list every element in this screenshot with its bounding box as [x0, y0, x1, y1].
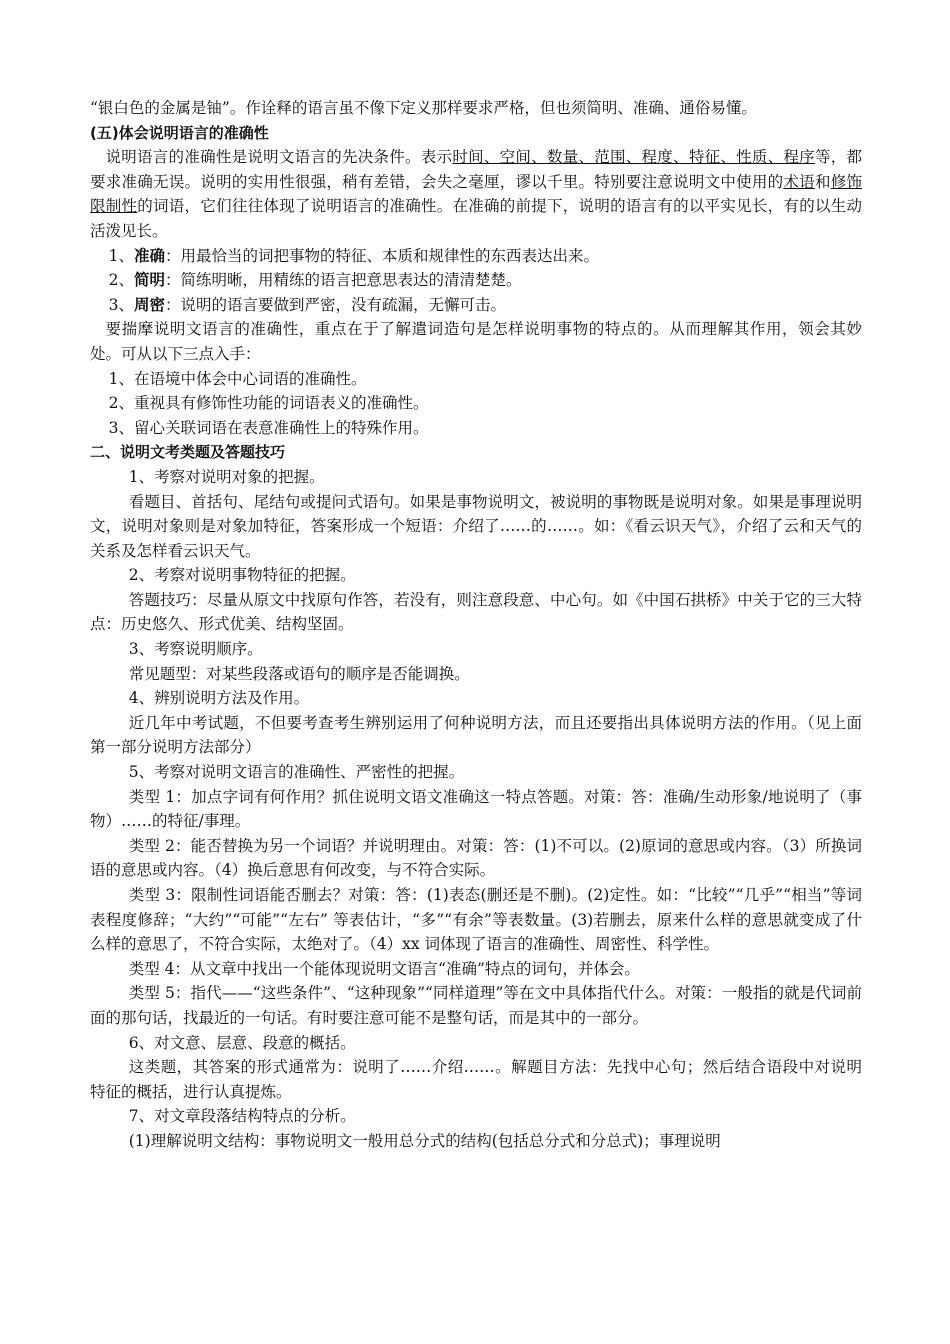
topic-3: 3、考察说明顺序。 [128, 640, 263, 659]
list-item-accurate [90, 244, 862, 269]
type-3: 类型 3：限制性词语能否删去？对策：答：(1)表态(删还是不删)。(2)定性。如：“比较”“几乎”“相当”等词表程度修辞；“大约”“可能”“左右” 等表估计，“多”“有余”等表数量。(3)若删去，原来什么样的意思就变成了什么样的意思了，不符合实际，太绝对了。（4）xx 词体现了语言的准确性、周密性、科学性。 [90, 886, 862, 954]
list-term: 准确 [133, 245, 165, 265]
topic-6: 6、对文意、层意、段意的概括。 [128, 1033, 356, 1052]
section-heading-two: 二、说明文考类题及答题技巧 [90, 443, 286, 462]
list-item-concise [90, 268, 862, 293]
topic-6-body: 这类题，其答案的形式通常为：说明了……介绍……。解题目方法：先找中心句；然后结合语段中对说明 特征的概括，进行认真提炼。 [90, 1058, 862, 1101]
topic-3-body: 常见题型：对某些段落或语句的顺序是否能调换。 [128, 664, 470, 683]
list-text: ：简练明晰，用精练的语言把意思表达的清清楚楚。 [164, 271, 522, 290]
underlined-terms: 时间、空间、数量、范围、程度、特征、性质、程序 [452, 148, 815, 167]
list-term: 简明 [133, 270, 165, 290]
list-term: 周密 [133, 294, 165, 314]
list-item: 2、重视具有修饰性功能的词语表义的准确性。 [108, 394, 429, 413]
list-item: 1、在语境中体会中心词语的准确性。 [108, 369, 367, 388]
list-item: 3、留心关联词语在表意准确性上的特殊作用。 [108, 418, 429, 437]
topic-7-body: (1)理解说明文结构：事物说明文一般用总分式的结构(包括总分式和分总式)；事理说明 [128, 1131, 721, 1150]
topic-1-body: 看题目、首括句、尾结句或提问式语句。如果是事物说明文，被说明的事物既是说明对象。如果是事理说明文，说明对象则是对象加特征，答案形成一个短语：介绍了……的……。如：《看云识天气》，介绍了云和天气的关系及怎样看云识天气。 [90, 492, 862, 560]
topic-4: 4、辨别说明方法及作用。 [128, 689, 310, 708]
text-run: 说明语言的准确性是说明文语言的先决条件。表示 [105, 148, 453, 167]
list-number: 1、 [108, 246, 134, 265]
text-run: 和 [814, 172, 831, 191]
list-text: ：用最恰当的词把事物的特征、本质和规律性的东西表达出来。 [164, 246, 599, 265]
list-item-rigorous [90, 293, 862, 318]
list-number: 3、 [108, 295, 134, 314]
list-number: 2、 [108, 271, 134, 290]
topic-5: 5、考察对说明文语言的准确性、严密性的把握。 [128, 763, 465, 782]
paragraph-accuracy-intro [90, 145, 862, 243]
type-5: 类型 5：指代——“这些条件”、“这种现象”“同样道理”等在文中具体指代什么。对策：一般指的就是代词前面的那句话，找最近的一句话。有时要注意可能不是整句话，而是其中的一部分。 [90, 984, 862, 1027]
underlined-term-shuyu: 术语 [783, 172, 815, 191]
type-4: 类型 4：从文章中找出一个能体现说明文语言“准确”特点的词句，并体会。 [128, 959, 640, 978]
paragraph-method: 要揣摩说明文语言的准确性，重点在于了解遣词造句是怎样说明事物的特点的。从而理解其作用，领会其妙处。可从以下三点入手： [90, 320, 862, 363]
topic-4-body: 近几年中考试题，不但要考查考生辨别运用了何种说明方法，而且还要指出具体说明方法的作用。（见上面第一部分说明方法部分） [90, 713, 862, 757]
underlined-term-xiushi: 修饰限制性 [90, 172, 862, 216]
text-run: 等，都要求准确无误。说明的实用性很强，稍有差错，会失之毫厘，谬以千里。特别要注意说明文中使用的 [90, 148, 862, 191]
type-2: 类型 2：能否替换为另一个词语？并说明理由。对策：答：(1)不可以。(2)原词的意思或内容。（3）所换词语的意思或内容。（4）换后意思有何改变，与不符合实际。 [90, 836, 862, 880]
paragraph-continued: “银白色的金属是铀”。作诠释的语言虽不像下定义那样要求严格，但也须简明、准确、通俗易懂。 [90, 99, 757, 117]
list-text: ：说明的语言要做到严密，没有疏漏，无懈可击。 [164, 295, 506, 314]
text-run: 的词语，它们往往体现了说明语言的准确性。在准确的前提下，说明的语言有的以平实见长，有的以生动活泼见长。 [90, 197, 862, 240]
topic-2: 2、考察对说明事物特征的把握。 [128, 566, 356, 585]
type-1: 类型 1：加点字词有何作用？抓住说明文语文准确这一特点答题。对策：答：准确/生动形象/地说明了（事物）……的特征/事理。 [90, 787, 862, 831]
topic-7: 7、对文章段落结构特点的分析。 [128, 1107, 356, 1126]
section-heading-five: (五)体会说明语言的准确性 [90, 123, 269, 142]
topic-2-body: 答题技巧：尽量从原文中找原句作答，若没有，则注意段意、中心句。如《中国石拱桥》中关于它的三大特点：历史悠久、形式优美、结构坚固。 [90, 590, 862, 634]
topic-1: 1、考察对说明对象的把握。 [128, 467, 325, 486]
